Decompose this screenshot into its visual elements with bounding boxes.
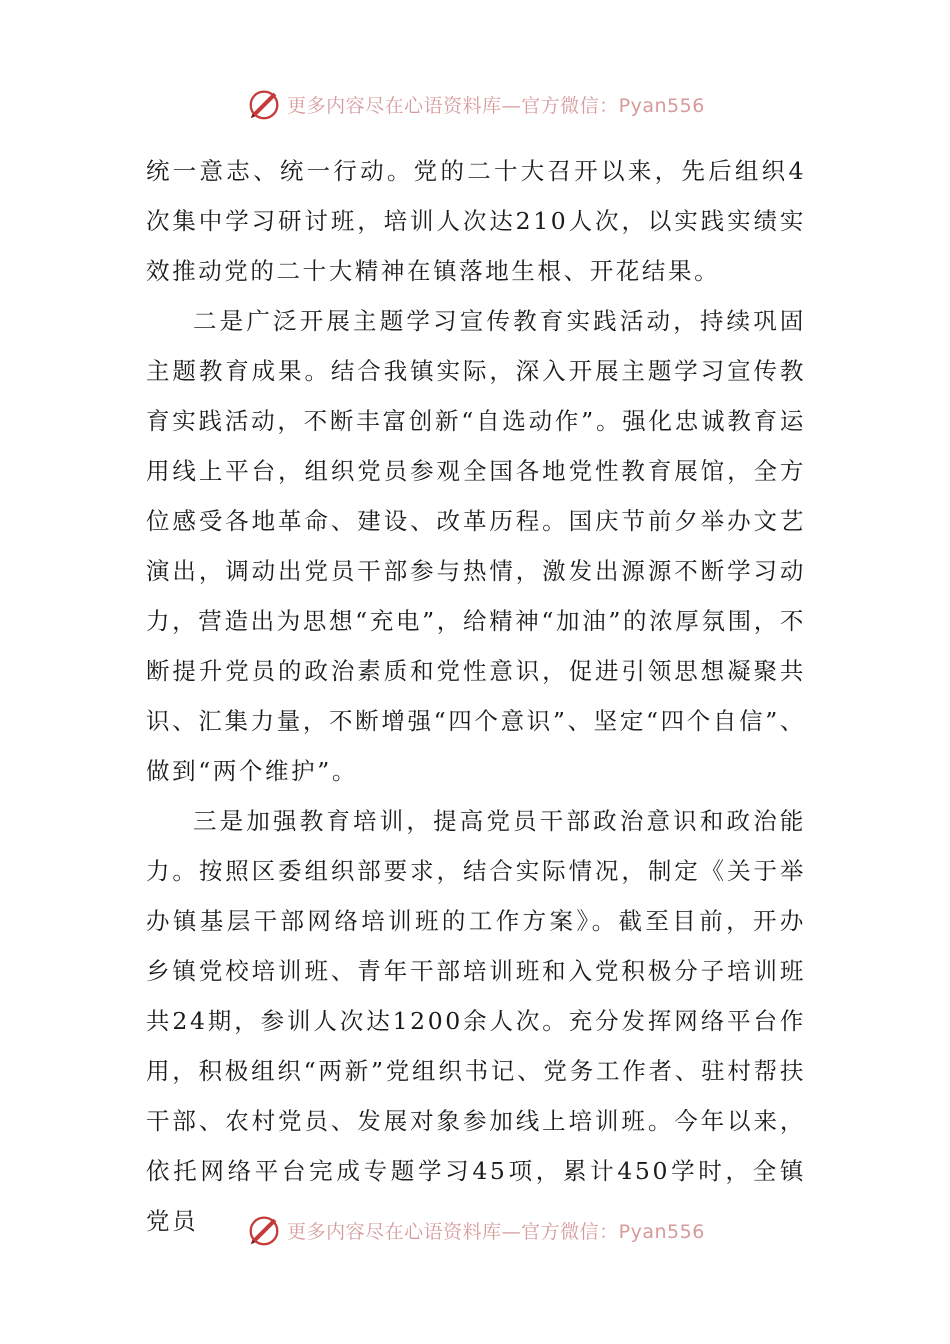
paragraph-second-point: 二是广泛开展主题学习宣传教育实践活动，持续巩固主题教育成果。结合我镇实际，深入开展主题学习宣传教育实践活动，不断丰富创新“自选动作”。强化忠诚教育运用线上平台，组织党员参观全国各地党性教育展馆，全方位感受各地革命、建设、改革历程。国庆节前夕举办文艺演出，调动出党员干部参与热情，激发出源源不断学习动力，营造出为思想“充电”，给精神“加油”的浓厚氛围，不断提升党员的政治素质和党性意识，促进引领思想凝聚共识、汇集力量，不断增强“四个意识”、坚定“四个自信”、做到“两个维护”。 — [146, 307, 806, 785]
footer-banner — [0, 1208, 950, 1252]
paragraph-third-point: 三是加强教育培训，提高党员干部政治意识和政治能力。按照区委组织部要求，结合实际情况，制定《关于举办镇基层干部网络培训班的工作方案》。截至目前，开办乡镇党校培训班、青年干部培训班和入党积极分子培训班共24期，参训人次达1200余人次。充分发挥网络平台作用，积极组织“两新”党组织书记、党务工作者、驻村帮扶干部、农村党员、发展对象参加线上培训班。今年以来，依托网络平台完成专题学习45项，累计450学时，全镇党员 — [146, 807, 806, 1235]
pen-in-circle-icon — [245, 1211, 283, 1249]
banner-inner — [245, 1211, 705, 1249]
banner-wechat-id: Pyan556 — [618, 94, 705, 117]
banner-text — [287, 91, 705, 118]
paragraph-continuation: 统一意志、统一行动。党的二十大召开以来，先后组织4次集中学习研讨班，培训人次达210人次，以实践实绩实效推动党的二十大精神在镇落地生根、开花结果。 — [146, 157, 806, 285]
banner-text — [287, 1217, 705, 1244]
header-banner — [0, 82, 950, 126]
document-body — [146, 146, 806, 1246]
banner-inner — [245, 85, 705, 123]
banner-main-text: 更多内容尽在心语资料库—官方微信： — [287, 1220, 619, 1243]
pen-in-circle-icon — [245, 85, 283, 123]
banner-wechat-id: Pyan556 — [618, 1220, 705, 1243]
banner-main-text: 更多内容尽在心语资料库—官方微信： — [287, 94, 619, 117]
